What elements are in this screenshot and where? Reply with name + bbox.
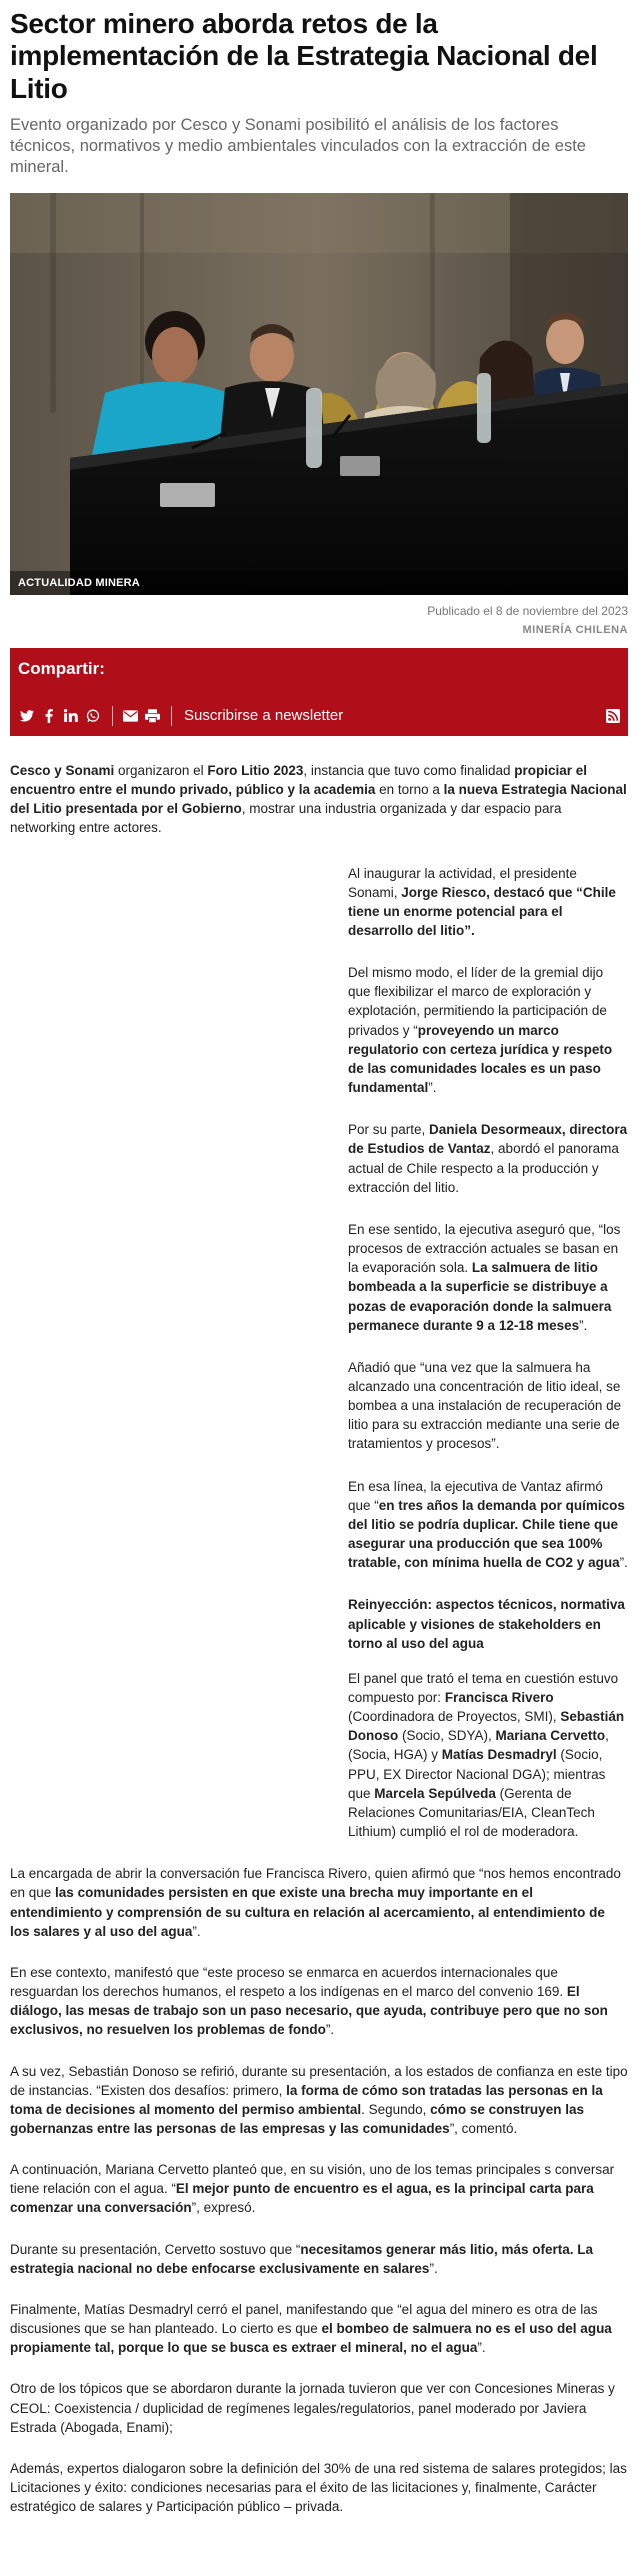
text-run: Otro de los tópicos que se abordaron durante la jornada tuvieron que ver con Concesiones Mineras y CEOL: Coexistencia / duplicidad de regímenes legales/regulatorios, panel moderado por Javiera Estrada (Abogada, Enami); (10, 2381, 615, 2435)
body-paragraph (10, 2459, 628, 2516)
image-credit: ACTUALIDAD MINERA (10, 571, 628, 595)
bold-run: Daniela Desormeaux, directora de Estudios de Vantaz (348, 1122, 628, 1157)
share-toolbar (18, 706, 620, 726)
rss-icon[interactable] (606, 709, 620, 723)
lead-text: , mostrar una industria organizada y dar espacio para networking entre actores. (10, 801, 562, 836)
twitter-icon[interactable] (18, 707, 36, 725)
text-run: En ese contexto, manifestó que “este proceso se enmarca en acuerdos internacionales que resguardan los derechos humanos, el respeto a los indígenas en el marco del convenio 169. (10, 1964, 567, 2000)
body-paragraph (10, 2379, 628, 2436)
empty-left-column (10, 864, 348, 1865)
lead-bold: propiciar el encuentro entre el mundo privado, público y la academia (10, 762, 588, 798)
full-width-section (10, 1864, 628, 2516)
lead-bold: la nueva Estrategia Nacional del Litio presentada por el Gobierno (10, 782, 627, 817)
bold-run: Reinyección: aspectos técnicos, normativa aplicable y visiones de stakeholders en torno al uso del agua (348, 1597, 625, 1651)
bold-run: El mejor punto de encuentro es el agua, es la principal carta para comenzar una conversación (10, 2181, 594, 2216)
bold-run: Mariana Cervetto (495, 1728, 606, 1744)
newsletter-link[interactable]: Suscribirse a newsletter (184, 707, 344, 725)
text-run: , (Socia, HGA) y (348, 1728, 609, 1763)
bold-run: la forma de cómo son tratadas las personas en la toma de decisiones al momento del permiso ambiental (10, 2082, 603, 2117)
bold-run: en tres años la demanda por químicos del litio se podría duplicar. Chile tiene que asegurar una producción que sea 100% tratable, con mínima huella de CO2 y agua (348, 1497, 625, 1571)
lead-text: organizaron el (114, 762, 208, 778)
lead-text: , instancia que tuvo como finalidad (303, 762, 515, 778)
body-paragraph (348, 1477, 628, 1573)
text-run: (Gerenta de Relaciones Comunitarias/EIA, CleanTech Lithium) cumplió el rol de moderadora. (348, 1785, 595, 1840)
text-run: (Socio, PPU, EX Director Nacional DGA); mientras que (348, 1747, 606, 1801)
text-run: (Coordinadora de Proyectos, SMI), (348, 1709, 561, 1725)
share-title: Compartir: (18, 658, 105, 678)
body-paragraph (348, 1120, 628, 1197)
body-paragraph (10, 2062, 628, 2139)
facebook-icon[interactable] (40, 707, 58, 725)
text-run: (Socio, SDYA), (398, 1728, 496, 1744)
lead-bold: Foro Litio 2023 (207, 762, 304, 778)
print-icon[interactable] (143, 707, 161, 725)
body-paragraph (10, 2160, 628, 2217)
text-run: Del mismo modo, el líder de la gremial dijo que flexibilizar el marco de exploración y explotación, permitiendo la participación de privados y “ (348, 965, 607, 1038)
bold-run: Sebastián Donoso (348, 1709, 625, 1744)
body-paragraph (348, 1669, 628, 1841)
article-title: Sector minero aborda retos de la implementación de la Estrategia Nacional del Litio (10, 8, 598, 104)
text-run: La encargada de abrir la conversación fue Francisca Rivero, quien afirmó que “nos hemos encontrado en que (10, 1866, 621, 1901)
text-run: , abordó el panorama actual de Chile respecto a la producción y extracción del litio. (348, 1141, 619, 1195)
text-run: En esa línea, la ejecutiva de Vantaz afirmó que “ (348, 1478, 603, 1513)
whatsapp-icon[interactable] (84, 707, 102, 725)
hero-image (10, 193, 628, 595)
text-run: ”, expresó. (191, 2200, 256, 2216)
text-run: En ese sentido, la ejecutiva aseguró que, “los procesos de extracción actuales se basan en la evaporación sola. (348, 1221, 621, 1276)
text-run: ”. (325, 2022, 335, 2038)
body-paragraph (348, 963, 628, 1097)
lead-text: en torno a (375, 782, 444, 798)
text-run: ”. (428, 1080, 437, 1096)
body-paragraph (10, 2300, 628, 2357)
linkedin-icon[interactable] (62, 707, 80, 725)
lead-bold: Cesco y Sonami (10, 762, 115, 778)
bold-run: El diálogo, las mesas de trabajo son un paso necesario, que ayuda, contribuye pero que no son exclusivos, no resuelven los problemas de fondo (10, 1984, 608, 2038)
body-paragraph (10, 2240, 628, 2278)
text-run: ”. (579, 1317, 588, 1333)
share-box (10, 648, 628, 736)
bold-run: Matías Desmadryl (441, 1747, 557, 1763)
body-paragraph (10, 1963, 628, 2040)
share-divider (112, 706, 113, 726)
text-run: A su vez, Sebastián Donoso se refirió, durante su presentación, a los estados de confianza en este tipo de instancias. “Existen dos desafíos: primero, (10, 2063, 628, 2098)
right-column (348, 864, 628, 1865)
bold-run: Francisca Rivero (444, 1690, 554, 1706)
article-subtitle: Evento organizado por Cesco y Sonami posibilitó el análisis de los factores técnicos, normativos y medio ambientales vinculados con la extracción de este mineral. (10, 116, 586, 176)
bold-run: proveyendo un marco regulatorio con certeza jurídica y respeto de las comunidades locales es un paso fundamental (348, 1022, 613, 1096)
share-divider-2 (171, 706, 172, 726)
body-paragraph (10, 1864, 628, 1941)
text-run: Durante su presentación, Cervetto sostuvo que “ (10, 2241, 301, 2257)
text-run: ”. (477, 2340, 486, 2356)
text-run: . Segundo, (361, 2101, 431, 2117)
bold-run: las comunidades persisten en que existe una brecha muy importante en el entendimiento y comprensión de su cultura en relación al acercamiento, al entendimiento de los salares y al uso del agua (10, 1885, 605, 1939)
two-column-section (10, 864, 628, 1865)
bold-run: necesitamos generar más litio, más oferta. La estrategia nacional no debe enfocarse exclusivamente en salares (10, 2241, 594, 2276)
text-run: Por su parte, (348, 1122, 430, 1138)
text-run: ”. (429, 2260, 438, 2276)
bold-run: cómo se construyen las gobernanzas entre las personas de las empresas y las comunidades (10, 2101, 584, 2136)
text-run: Además, expertos dialogaron sobre la definición del 30% de una red sistema de salares protegidos; las Licitaciones y éxito: condiciones necesarias para el éxito de las licitaciones y, finalmente, Carácter estratégico de salares y Participación público – privada. (10, 2460, 627, 2515)
text-run: Finalmente, Matías Desmadryl cerró el panel, manifestando que “el agua del minero es otra de las discusiones que se han planteado. Lo cierto es que (10, 2301, 598, 2337)
panel-photo (10, 193, 628, 595)
text-run: El panel que trató el tema en cuestión estuvo compuesto por: (348, 1670, 619, 1706)
text-run: ”. (619, 1555, 628, 1571)
body-paragraph (348, 1220, 628, 1335)
bold-run: Marcela Sepúlveda (374, 1785, 496, 1801)
text-run: ”. (192, 1923, 201, 1939)
text-run: A continuación, Mariana Cervetto planteó que, en su visión, uno de los temas principales s conversar tiene relación con el agua. “ (10, 2162, 615, 2197)
body-paragraph (348, 864, 628, 941)
source-label: MINERÍA CHILENA (522, 624, 628, 637)
bold-run: La salmuera de litio bombeada a la superficie se distribuye a pozas de evaporación donde la salmuera permanece durante 9 a 12-18 meses (348, 1260, 612, 1333)
lead-paragraph (10, 761, 628, 838)
text-run: ”, comentó. (449, 2120, 518, 2136)
email-icon[interactable] (121, 707, 139, 725)
publish-date: Publicado el 8 de noviembre del 2023 (427, 604, 628, 619)
bold-run: el bombeo de salmuera no es el uso del agua propiamente tal, porque lo que se busca es extraer el mineral, no el agua (10, 2321, 612, 2356)
section-subheading (348, 1595, 628, 1652)
bold-run: Jorge Riesco, destacó que “Chile tiene un enorme potencial para el desarrollo del litio”. (348, 884, 616, 939)
text-run: Añadió que “una vez que la salmuera ha alcanzado una concentración de litio ideal, se bombea a una instalación de recuperación de litio para su extracción mediante una serie de tratamientos y procesos”. (348, 1359, 622, 1452)
text-run: Al inaugurar la actividad, el presidente Sonami, (348, 865, 577, 900)
body-paragraph (348, 1358, 628, 1454)
